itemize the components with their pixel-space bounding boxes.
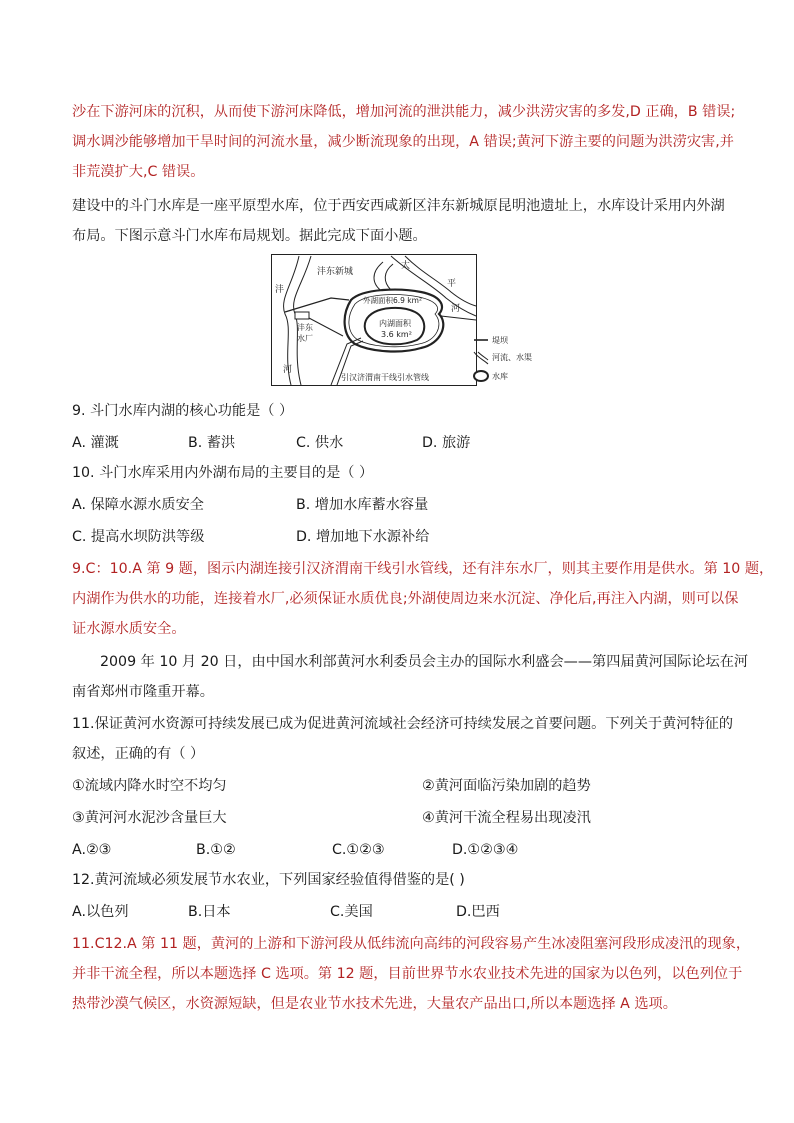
question-10-option-a: A. 保障水源水质安全 [72, 497, 204, 513]
map-label: 沣东 [297, 323, 313, 332]
answer-text-line: 11.C12.A 第 11 题，黄河的上游和下游河段从低纬流向高纬的河段容易产生冰凌阻塞河段形成凌汛的现象， [72, 936, 751, 952]
map-label: 3.6 km² [381, 330, 412, 339]
answer-text-line: 非荒漠扩大,C 错误。 [72, 164, 205, 180]
question-12-stem: 12.黄河流域必须发展节水农业，下列国家经验值得借鉴的是( ) [72, 872, 465, 888]
passage-text-line: 南省郑州市隆重开幕。 [72, 684, 214, 700]
question-9-option-d: D. 旅游 [422, 435, 471, 451]
question-11-stem: 11.保证黄河水资源可持续发展已成为促进黄河流域社会经济可持续发展之首要问题。下列关于黄河特征的 [72, 716, 734, 732]
map-label: 河 [283, 365, 293, 375]
question-9-option-b: B. 蓄洪 [188, 435, 236, 451]
answer-text-line: 调水调沙能够增加干旱时间的河流水量，减少断流现象的出现，A 错误;黄河下游主要的问题为洪涝灾害,并 [72, 134, 734, 150]
map-label: 引汉济渭南干线引水管线 [341, 373, 429, 382]
water-plant-symbol [295, 312, 309, 319]
map-label: 内湖面积 [379, 319, 411, 328]
passage-text-line: 布局。下图示意斗门水库布局规划。据此完成下面小题。 [72, 228, 427, 244]
answer-text-line: 并非干流全程，所以本题选择 C 选项。第 12 题，目前世界节水农业技术先进的国家为以色列，以色列位于 [72, 966, 743, 982]
question-10-option-b: B. 增加水库蓄水容量 [296, 497, 429, 513]
legend-reservoir-symbol [474, 371, 488, 381]
question-12-option-b: B.日本 [188, 904, 231, 920]
question-11-statement-1: ①流域内降水时空不均匀 [72, 778, 227, 794]
map-legend [472, 330, 542, 386]
legend-label: 堤坝 [492, 336, 508, 345]
legend-label: 水库 [492, 372, 508, 381]
question-11-option-a: A.②③ [72, 842, 112, 858]
question-12-option-c: C.美国 [330, 904, 373, 920]
passage-text-line: 建设中的斗门水库是一座平原型水库，位于西安西咸新区沣东新城原昆明池遗址上，水库设计采用内外湖 [72, 198, 725, 214]
map-label: 平 [447, 279, 457, 289]
question-11-option-c: C.①②③ [332, 842, 385, 858]
question-9-option-c: C. 供水 [296, 435, 344, 451]
question-12-option-a: A.以色列 [72, 904, 129, 920]
question-11-statement-3: ③黄河河水泥沙含量巨大 [72, 810, 227, 826]
map-label: 沣 [275, 285, 285, 295]
map-label: 外湖面积6.9 km² [363, 296, 422, 305]
map-label: 太 [401, 261, 411, 271]
question-11-option-b: B.①② [196, 842, 236, 858]
answer-text-line: 9.C：10.A 第 9 题，图示内湖连接引汉济渭南干线引水管线，还有沣东水厂，则其主要作用是供水。第 10 题， [72, 561, 774, 577]
question-11-statement-2: ②黄河面临污染加剧的趋势 [422, 778, 591, 794]
question-11-stem: 叙述，正确的有（ ） [72, 746, 205, 762]
question-10-stem: 10. 斗门水库采用内外湖布局的主要目的是（ ） [72, 465, 374, 481]
answer-text-line: 热带沙漠气候区，水资源短缺，但是农业节水技术先进，大量农产品出口,所以本题选择 A 选项。 [72, 996, 677, 1012]
passage-text-line: 2009 年 10 月 20 日，由中国水利部黄河水利委员会主办的国际水利盛会——第四届黄河国际论坛在河 [100, 654, 749, 670]
legend-river-symbol [478, 352, 488, 360]
question-11-option-d: D.①②③④ [452, 842, 519, 858]
question-9-option-a: A. 灌溉 [72, 435, 119, 451]
question-9-stem: 9. 斗门水库内湖的核心功能是（ ） [72, 403, 294, 419]
map-label: 沣东新城 [317, 267, 354, 277]
answer-text-line: 证水源水质安全。 [72, 621, 186, 637]
answer-text-line: 内湖作为供水的功能，连接着水厂,必须保证水质优良;外湖使周边来水沉淀、净化后,再注入内湖，则可以保 [72, 591, 739, 607]
map-label: 水厂 [297, 334, 313, 343]
question-10-option-c: C. 提高水坝防洪等级 [72, 529, 205, 545]
map-label: 河 [451, 304, 461, 314]
legend-label: 河流、水渠 [492, 353, 532, 362]
question-11-statement-4: ④黄河干流全程易出现凌汛 [422, 810, 591, 826]
question-10-option-d: D. 增加地下水源补给 [296, 529, 430, 545]
question-12-option-d: D.巴西 [456, 904, 500, 920]
answer-text-line: 沙在下游河床的沉积，从而使下游河床降低，增加河流的泄洪能力，减少洪涝灾害的多发,D 正确，B 错误; [72, 104, 736, 120]
